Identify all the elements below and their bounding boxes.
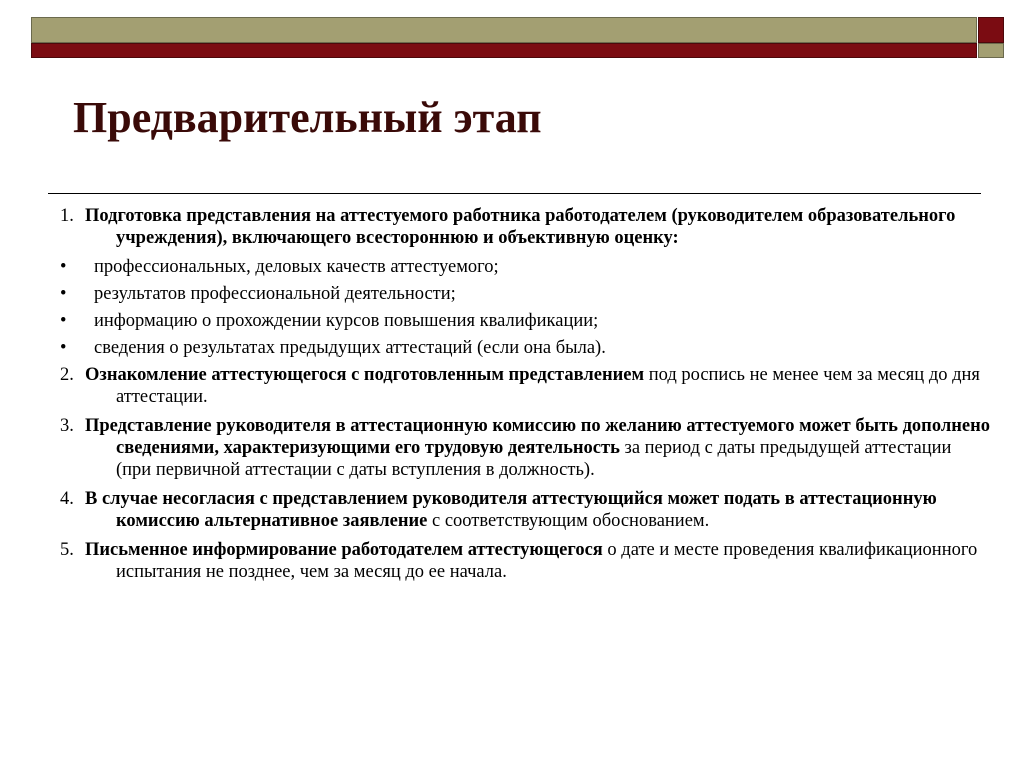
corner-square-bottom (978, 43, 1004, 58)
item-number: 4. (60, 489, 74, 509)
corner-square-top (978, 17, 1004, 43)
bullet-item-3 (60, 310, 990, 332)
item-number: 3. (60, 416, 74, 436)
item-number: 2. (60, 365, 74, 385)
item-bold-text: Ознакомление аттестующегося с подготовленным представлением (85, 365, 645, 385)
item-text: с соответствующим обоснованием. (427, 511, 710, 531)
list-item-2 (60, 364, 990, 408)
bullet-text: профессиональных, деловых качеств аттестуемого; (94, 257, 499, 277)
header-olive-band (31, 17, 977, 43)
list-item-1 (60, 205, 990, 249)
title-divider (48, 193, 981, 194)
item-bold-text: Представление руководителя в аттестационную комиссию по желанию аттестуемого может быть дополнено сведениями, характеризующими его трудовую деятельность (85, 416, 991, 458)
item-number: 5. (60, 540, 74, 560)
bullet-icon: • (60, 257, 67, 277)
item-number: 1. (60, 206, 74, 226)
list-item-5 (60, 539, 990, 583)
bullet-item-4 (60, 337, 990, 359)
header-maroon-band (31, 43, 977, 58)
slide-title: Предварительный этап (73, 93, 542, 142)
item-bold-text: В случае несогласия с представлением руководителя аттестующийся может подать в аттестационную комиссию альтернативное заявление (85, 489, 937, 531)
bullet-icon: • (60, 284, 67, 304)
bullet-text: информацию о прохождении курсов повышения квалификации; (94, 311, 599, 331)
item-bold-text: Письменное информирование работодателем аттестующегося (85, 540, 603, 560)
item-bold-text: Подготовка представления на аттестуемого работника работодателем (руководителем образовательного учреждения), включающего всестороннюю и объективную оценку: (85, 206, 956, 248)
item-text: под роспись не менее чем за месяц до дня аттестации. (116, 365, 980, 407)
bullet-item-2 (60, 283, 990, 305)
slide-body (60, 205, 990, 590)
bullet-item-1 (60, 256, 990, 278)
list-item-4 (60, 488, 990, 532)
item-text: за период с даты предыдущей аттестации (при первичной аттестации с даты вступления в должность). (116, 438, 952, 480)
item-text: о дате и месте проведения квалификационного испытания не позднее, чем за месяц до ее начала. (116, 540, 978, 582)
bullet-text: результатов профессиональной деятельности; (94, 284, 456, 304)
list-item-3 (60, 415, 990, 481)
bullet-icon: • (60, 338, 67, 358)
bullet-text: сведения о результатах предыдущих аттестаций (если она была). (94, 338, 606, 358)
bullet-icon: • (60, 311, 67, 331)
